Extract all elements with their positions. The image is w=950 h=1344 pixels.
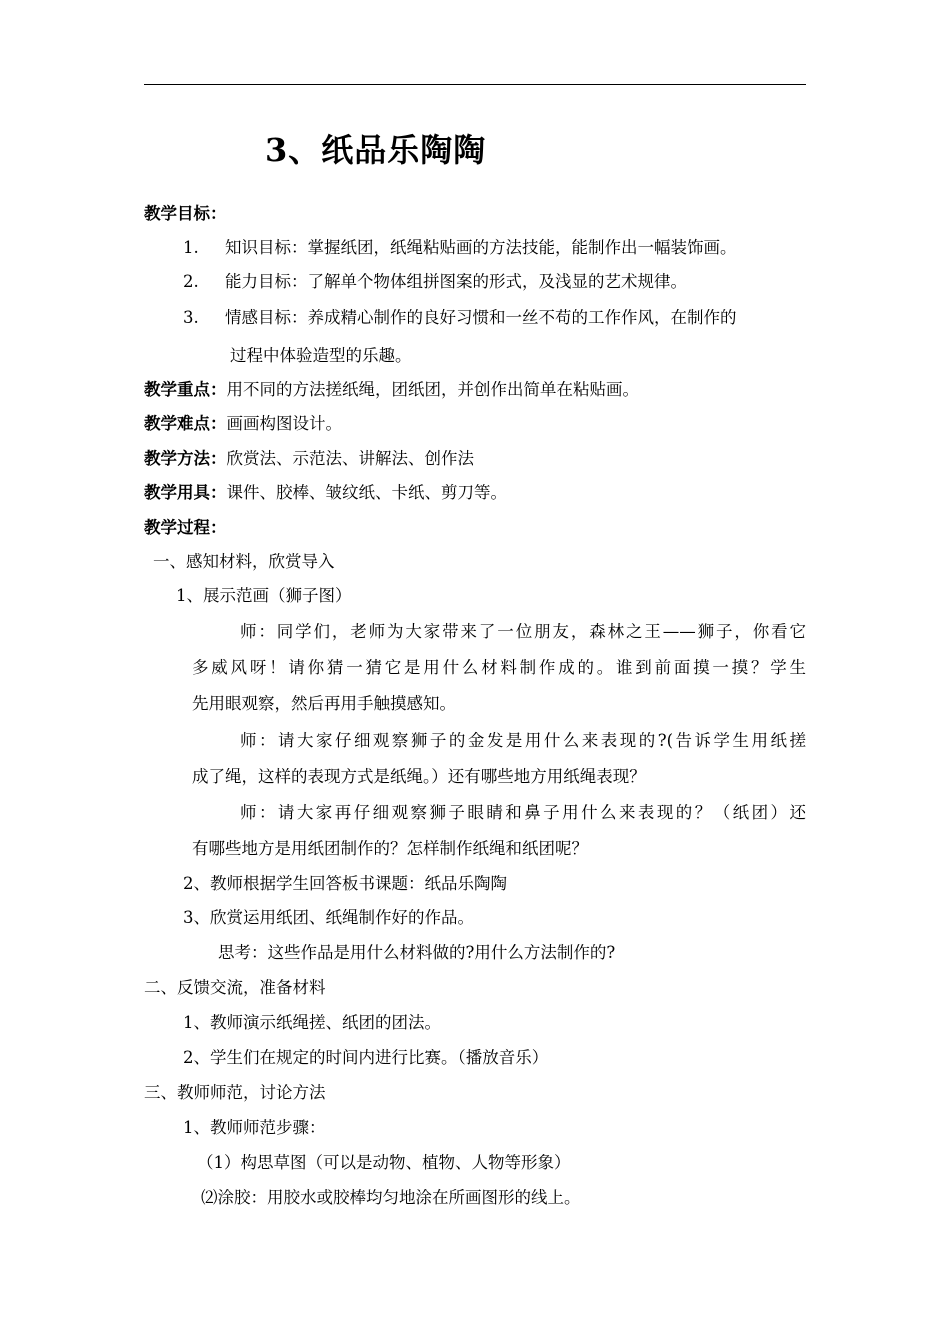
paragraph-3-line-1: 师：请大家再仔细观察狮子眼睛和鼻子用什么来表现的？（纸团）还 <box>240 803 806 822</box>
objective-text: 知识目标：掌握纸团，纸绳粘贴画的方法技能，能制作出一幅装饰画。 <box>225 238 737 257</box>
method-label: 教学方法： <box>144 449 227 468</box>
objective-number: 3. <box>183 308 199 327</box>
paragraph-2-line-2: 成了绳，这样的表现方式是纸绳。）还有哪些地方用纸绳表现？ <box>192 767 646 786</box>
tools-line <box>144 481 507 505</box>
objectives-label: 教学目标： <box>144 204 227 223</box>
section-1-step-2: 2、教师根据学生回答板书课题：纸品乐陶陶 <box>183 874 507 893</box>
difficulty-label: 教学难点： <box>144 414 227 433</box>
tools-label: 教学用具： <box>144 483 227 502</box>
key-point-text: 用不同的方法搓纸绳，团纸团，并创作出简单在粘贴画。 <box>226 380 639 399</box>
section-1-step-1: 1、展示范画（狮子图） <box>176 586 352 605</box>
paragraph-2-line-1: 师：请大家仔细观察狮子的金发是用什么来表现的?(告诉学生用纸搓 <box>240 731 806 750</box>
section-1-heading: 一、感知材料，欣赏导入 <box>153 552 335 571</box>
objective-number: 1. <box>183 238 199 257</box>
section-2-step-1: 1、教师演示纸绳搓、纸团的团法。 <box>183 1013 441 1032</box>
section-3-step-1: 1、教师师范步骤： <box>183 1118 326 1137</box>
section-2-step-2: 2、学生们在规定的时间内进行比赛。（播放音乐） <box>183 1048 549 1067</box>
section-1-think: 思考：这些作品是用什么材料做的?用什么方法制作的? <box>218 943 616 962</box>
key-point-label: 教学重点： <box>144 380 227 399</box>
difficulty-line <box>144 412 342 436</box>
tools-text: 课件、胶棒、皱纹纸、卡纸、剪刀等。 <box>226 483 507 502</box>
method-line <box>144 447 474 471</box>
section-3-sub-step-2: ⑵涂胶：用胶水或胶棒均匀地涂在所画图形的线上。 <box>201 1188 581 1207</box>
page-title: 3、纸品乐陶陶 <box>265 131 487 169</box>
paragraph-3-line-2: 有哪些地方是用纸团制作的？怎样制作纸绳和纸团呢？ <box>192 839 588 858</box>
key-point-line <box>144 378 639 402</box>
objective-item-3-continued: 过程中体验造型的乐趣。 <box>230 346 412 365</box>
objective-text: 能力目标：了解单个物体组拼图案的形式，及浅显的艺术规律。 <box>225 272 687 291</box>
method-text: 欣赏法、示范法、讲解法、创作法 <box>226 449 474 468</box>
section-2-heading: 二、反馈交流，准备材料 <box>144 978 326 997</box>
section-1-step-3: 3、欣赏运用纸团、纸绳制作好的作品。 <box>183 908 474 927</box>
objective-number: 2. <box>183 272 199 291</box>
section-3-sub-step-1: （1）构思草图（可以是动物、植物、人物等形象） <box>197 1153 571 1172</box>
objective-item-1 <box>183 236 737 260</box>
paragraph-1-line-2: 多威风呀！请你猜一猜它是用什么材料制作成的。谁到前面摸一摸？学生 <box>192 658 806 677</box>
paragraph-1-line-3: 先用眼观察，然后再用手触摸感知。 <box>192 694 456 713</box>
difficulty-text: 画画构图设计。 <box>226 414 342 433</box>
paragraph-1-line-1: 师：同学们，老师为大家带来了一位朋友，森林之王——狮子，你看它 <box>240 622 806 641</box>
section-3-heading: 三、教师师范，讨论方法 <box>144 1083 326 1102</box>
objective-item-2 <box>183 270 687 294</box>
objective-text: 情感目标：养成精心制作的良好习惯和一丝不苟的工作作风，在制作的 <box>225 308 737 327</box>
objective-item-3 <box>183 306 806 330</box>
process-label: 教学过程： <box>144 518 227 537</box>
header-rule <box>144 84 806 85</box>
